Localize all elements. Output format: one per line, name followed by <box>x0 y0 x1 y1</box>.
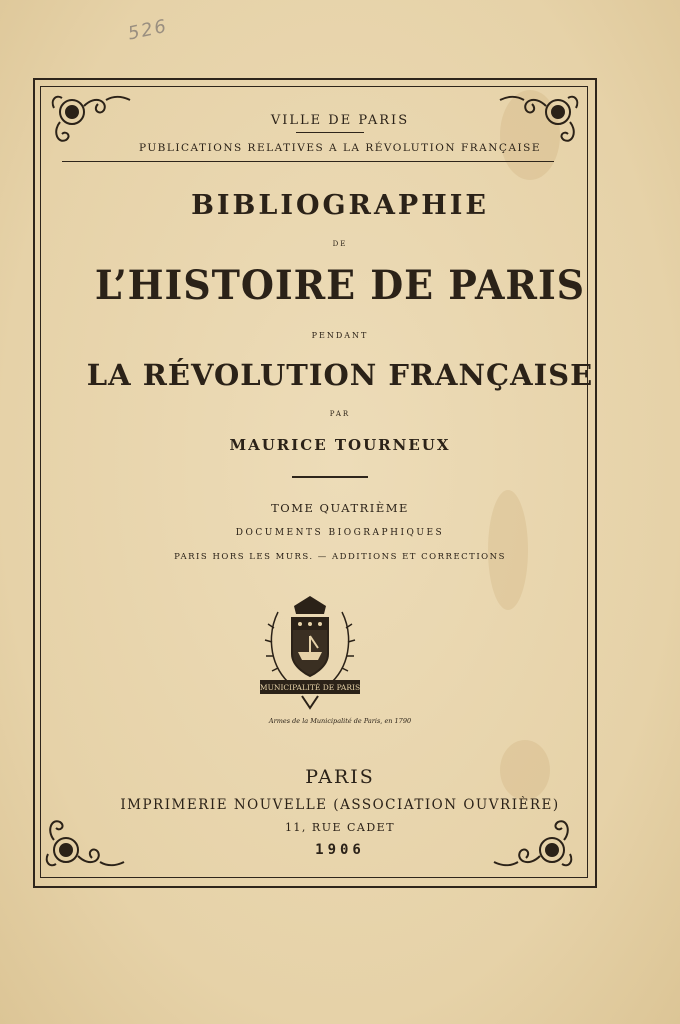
imprint-year: 1906 <box>315 842 365 858</box>
corner-ornament-bottom-left <box>40 804 126 874</box>
author-rule <box>292 476 368 478</box>
title-line-2: L’HISTOIRE DE PARIS <box>94 262 586 309</box>
emblem-caption: Armes de la Municipalité de Paris, en 1790 <box>268 717 412 725</box>
header-rule <box>296 132 364 133</box>
title-connector-2: PENDANT <box>311 331 369 340</box>
imprint-printer: IMPRIMERIE NOUVELLE (ASSOCIATION OUVRIÈRE) <box>120 797 560 813</box>
volume-tome: TOME QUATRIÈME <box>271 501 409 515</box>
volume-subject: DOCUMENTS BIOGRAPHIQUES <box>235 528 445 538</box>
author-name: MAURICE TOURNEUX <box>229 436 451 454</box>
title-connector-1: DE <box>332 240 348 248</box>
corner-ornament-bottom-right <box>492 804 578 874</box>
banner-text: MUNICIPALITÉ DE PARIS <box>259 683 361 692</box>
header-series: PUBLICATIONS RELATIVES A LA RÉVOLUTION FRANÇAISE <box>138 142 542 154</box>
paris-coat-of-arms <box>258 592 362 710</box>
volume-contents: PARIS HORS LES MURS. — ADDITIONS ET CORRECTIONS <box>174 552 506 562</box>
title-line-3: LA RÉVOLUTION FRANÇAISE <box>86 358 594 392</box>
imprint-city: PARIS <box>305 766 375 788</box>
title-line-1: BIBLIOGRAPHIE <box>191 190 489 221</box>
header-divider <box>62 161 554 162</box>
author-by: PAR <box>329 410 351 418</box>
header-city: VILLE DE PARIS <box>270 113 410 128</box>
pencil-annotation: 526 <box>126 15 170 45</box>
imprint-address: 11, RUE CADET <box>284 821 396 834</box>
